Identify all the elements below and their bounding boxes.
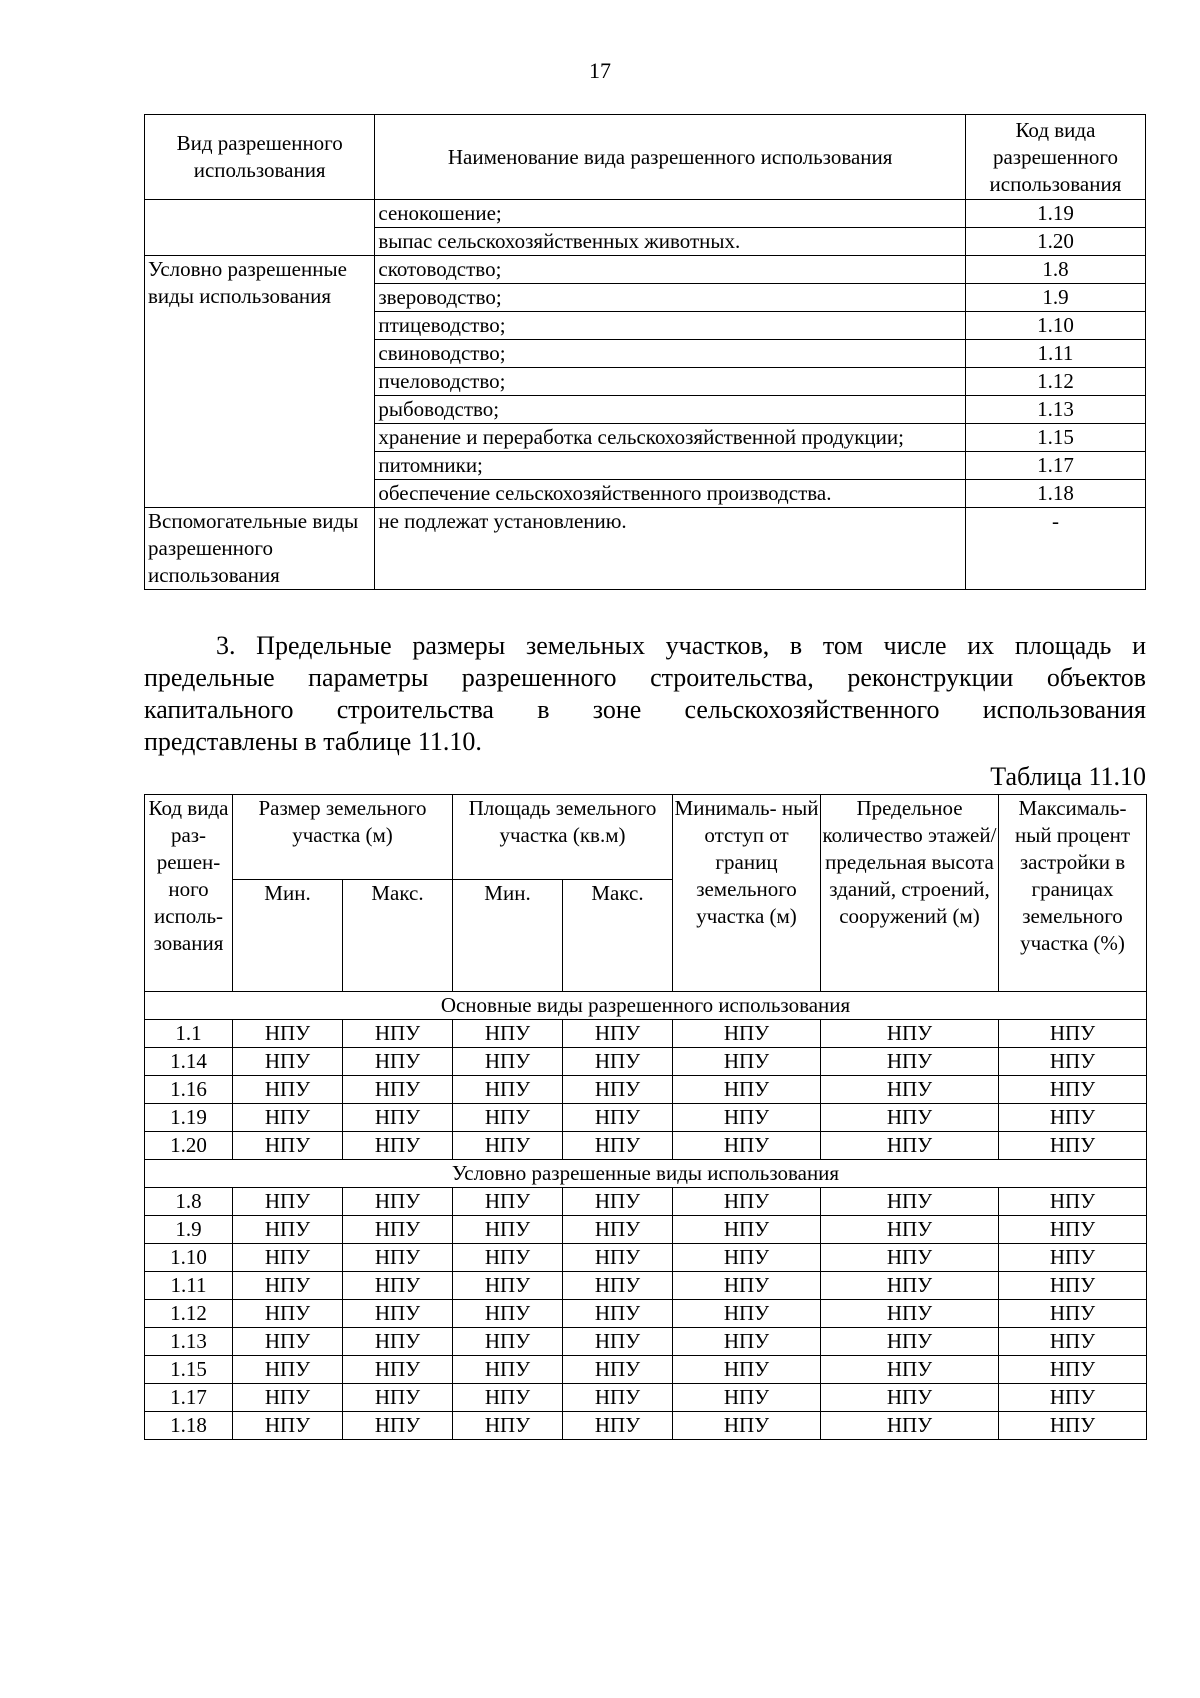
permitted-use-table bbox=[144, 114, 1146, 590]
header-size-min: Мин. bbox=[233, 880, 343, 992]
value-cell: НПУ bbox=[453, 1356, 563, 1384]
value-cell: НПУ bbox=[821, 1216, 999, 1244]
table-row bbox=[145, 1328, 1147, 1356]
value-cell: НПУ bbox=[563, 1132, 673, 1160]
header-size-max: Макс. bbox=[343, 880, 453, 992]
value-cell: НПУ bbox=[821, 1412, 999, 1440]
value-cell: НПУ bbox=[453, 1272, 563, 1300]
value-cell: НПУ bbox=[453, 1216, 563, 1244]
code-cell: 1.16 bbox=[145, 1076, 233, 1104]
value-cell: НПУ bbox=[343, 1384, 453, 1412]
code-cell: 1.15 bbox=[145, 1356, 233, 1384]
value-cell: НПУ bbox=[233, 1020, 343, 1048]
table-caption: Таблица 11.10 bbox=[990, 762, 1146, 791]
value-cell: НПУ bbox=[233, 1300, 343, 1328]
value-cell: НПУ bbox=[233, 1048, 343, 1076]
value-cell: НПУ bbox=[343, 1020, 453, 1048]
value-cell: НПУ bbox=[233, 1216, 343, 1244]
value-cell: НПУ bbox=[673, 1216, 821, 1244]
header-floors: Предельное количество этажей/ предельная высота зданий, строений, сооружений (м) bbox=[821, 795, 999, 992]
header-code: Код вида раз- решен- ного исполь- зования bbox=[145, 795, 233, 992]
value-cell: НПУ bbox=[563, 1244, 673, 1272]
value-cell: НПУ bbox=[999, 1356, 1147, 1384]
value-cell: НПУ bbox=[233, 1384, 343, 1412]
table-row bbox=[145, 1048, 1147, 1076]
use-name-cell: сенокошение; bbox=[375, 200, 966, 228]
value-cell: НПУ bbox=[563, 1384, 673, 1412]
value-cell: НПУ bbox=[999, 1384, 1147, 1412]
use-name-cell: пчеловодство; bbox=[375, 368, 966, 396]
code-cell: 1.19 bbox=[145, 1104, 233, 1132]
code-cell: 1.11 bbox=[145, 1272, 233, 1300]
use-name-cell: скотоводство; bbox=[375, 256, 966, 284]
value-cell: НПУ bbox=[233, 1076, 343, 1104]
use-code-cell: 1.13 bbox=[965, 396, 1145, 424]
value-cell: НПУ bbox=[673, 1020, 821, 1048]
value-cell: НПУ bbox=[563, 1216, 673, 1244]
value-cell: НПУ bbox=[233, 1132, 343, 1160]
header-area: Площадь земельного участка (кв.м) bbox=[453, 795, 673, 880]
value-cell: НПУ bbox=[999, 1328, 1147, 1356]
value-cell: НПУ bbox=[999, 1104, 1147, 1132]
use-name-cell: рыбоводство; bbox=[375, 396, 966, 424]
value-cell: НПУ bbox=[233, 1356, 343, 1384]
value-cell: НПУ bbox=[999, 1244, 1147, 1272]
table-row bbox=[145, 508, 1146, 590]
value-cell: НПУ bbox=[343, 1244, 453, 1272]
section-title: Условно разрешенные виды использования bbox=[145, 1160, 1147, 1188]
table-header-row bbox=[145, 795, 1147, 880]
paragraph-line: капитального строительства в зоне сельскохозяйственного использования bbox=[144, 695, 1146, 724]
value-cell: НПУ bbox=[343, 1076, 453, 1104]
value-cell: НПУ bbox=[821, 1384, 999, 1412]
value-cell: НПУ bbox=[821, 1020, 999, 1048]
paragraph-line: представлены в таблице 11.10. bbox=[144, 727, 482, 756]
value-cell: НПУ bbox=[453, 1384, 563, 1412]
use-type-cell bbox=[145, 200, 375, 256]
code-cell: 1.14 bbox=[145, 1048, 233, 1076]
value-cell: НПУ bbox=[563, 1188, 673, 1216]
code-cell: 1.10 bbox=[145, 1244, 233, 1272]
value-cell: НПУ bbox=[563, 1020, 673, 1048]
value-cell: НПУ bbox=[821, 1328, 999, 1356]
value-cell: НПУ bbox=[343, 1272, 453, 1300]
value-cell: НПУ bbox=[343, 1048, 453, 1076]
header-area-min: Мин. bbox=[453, 880, 563, 992]
value-cell: НПУ bbox=[821, 1356, 999, 1384]
parameters-table bbox=[144, 794, 1147, 1440]
table-row bbox=[145, 1188, 1147, 1216]
header-percent: Максималь- ный процент застройки в границах земельного участка (%) bbox=[999, 795, 1147, 992]
value-cell: НПУ bbox=[673, 1076, 821, 1104]
table-header-row bbox=[145, 115, 1146, 200]
table-row bbox=[145, 256, 1146, 284]
use-name-cell: обеспечение сельскохозяйственного производства. bbox=[375, 480, 966, 508]
section-row bbox=[145, 992, 1147, 1020]
value-cell: НПУ bbox=[673, 1300, 821, 1328]
table-row bbox=[145, 1104, 1147, 1132]
value-cell: НПУ bbox=[673, 1048, 821, 1076]
value-cell: НПУ bbox=[999, 1216, 1147, 1244]
value-cell: НПУ bbox=[563, 1076, 673, 1104]
use-code-cell: 1.11 bbox=[965, 340, 1145, 368]
value-cell: НПУ bbox=[453, 1328, 563, 1356]
value-cell: НПУ bbox=[233, 1104, 343, 1132]
page-number: 17 bbox=[589, 58, 611, 83]
value-cell: НПУ bbox=[821, 1104, 999, 1132]
value-cell: НПУ bbox=[563, 1272, 673, 1300]
value-cell: НПУ bbox=[343, 1104, 453, 1132]
code-cell: 1.20 bbox=[145, 1132, 233, 1160]
use-code-cell: 1.20 bbox=[965, 228, 1145, 256]
use-code-cell: 1.12 bbox=[965, 368, 1145, 396]
use-code-cell: 1.15 bbox=[965, 424, 1145, 452]
table-row bbox=[145, 1244, 1147, 1272]
value-cell: НПУ bbox=[673, 1104, 821, 1132]
value-cell: НПУ bbox=[563, 1412, 673, 1440]
use-name-cell: выпас сельскохозяйственных животных. bbox=[375, 228, 966, 256]
use-code-cell: - bbox=[965, 508, 1145, 590]
value-cell: НПУ bbox=[673, 1244, 821, 1272]
section-row bbox=[145, 1160, 1147, 1188]
section-title: Основные виды разрешенного использования bbox=[145, 992, 1147, 1020]
value-cell: НПУ bbox=[453, 1300, 563, 1328]
table-row bbox=[145, 200, 1146, 228]
value-cell: НПУ bbox=[821, 1300, 999, 1328]
value-cell: НПУ bbox=[453, 1244, 563, 1272]
value-cell: НПУ bbox=[343, 1328, 453, 1356]
value-cell: НПУ bbox=[453, 1188, 563, 1216]
value-cell: НПУ bbox=[343, 1300, 453, 1328]
value-cell: НПУ bbox=[563, 1356, 673, 1384]
code-cell: 1.17 bbox=[145, 1384, 233, 1412]
use-code-cell: 1.17 bbox=[965, 452, 1145, 480]
header-offset: Минималь- ный отступ от границ земельного участка (м) bbox=[673, 795, 821, 992]
header-size: Размер земельного участка (м) bbox=[233, 795, 453, 880]
table-row bbox=[145, 1216, 1147, 1244]
value-cell: НПУ bbox=[999, 1300, 1147, 1328]
value-cell: НПУ bbox=[821, 1048, 999, 1076]
value-cell: НПУ bbox=[343, 1188, 453, 1216]
value-cell: НПУ bbox=[999, 1272, 1147, 1300]
value-cell: НПУ bbox=[343, 1412, 453, 1440]
use-code-cell: 1.10 bbox=[965, 312, 1145, 340]
header-use-code: Код вида разрешенного использования bbox=[965, 115, 1145, 200]
value-cell: НПУ bbox=[563, 1048, 673, 1076]
value-cell: НПУ bbox=[999, 1188, 1147, 1216]
use-code-cell: 1.8 bbox=[965, 256, 1145, 284]
value-cell: НПУ bbox=[563, 1104, 673, 1132]
table-row bbox=[145, 1412, 1147, 1440]
table-row bbox=[145, 1384, 1147, 1412]
use-name-cell: не подлежат установлению. bbox=[375, 508, 966, 590]
use-code-cell: 1.18 bbox=[965, 480, 1145, 508]
use-code-cell: 1.19 bbox=[965, 200, 1145, 228]
code-cell: 1.8 bbox=[145, 1188, 233, 1216]
table-row bbox=[145, 1076, 1147, 1104]
code-cell: 1.12 bbox=[145, 1300, 233, 1328]
value-cell: НПУ bbox=[673, 1384, 821, 1412]
use-name-cell: птицеводство; bbox=[375, 312, 966, 340]
value-cell: НПУ bbox=[673, 1132, 821, 1160]
value-cell: НПУ bbox=[821, 1076, 999, 1104]
value-cell: НПУ bbox=[673, 1328, 821, 1356]
value-cell: НПУ bbox=[563, 1328, 673, 1356]
value-cell: НПУ bbox=[233, 1188, 343, 1216]
value-cell: НПУ bbox=[453, 1104, 563, 1132]
value-cell: НПУ bbox=[343, 1356, 453, 1384]
table-row bbox=[145, 1300, 1147, 1328]
header-use-name: Наименование вида разрешенного использования bbox=[375, 115, 966, 200]
use-type-cell: Вспомогательные виды разрешенного использования bbox=[145, 508, 375, 590]
paragraph-line: предельные параметры разрешенного строительства, реконструкции объектов bbox=[144, 663, 1146, 692]
value-cell: НПУ bbox=[821, 1188, 999, 1216]
value-cell: НПУ bbox=[673, 1412, 821, 1440]
value-cell: НПУ bbox=[821, 1272, 999, 1300]
use-code-cell: 1.9 bbox=[965, 284, 1145, 312]
table-row bbox=[145, 1020, 1147, 1048]
code-cell: 1.9 bbox=[145, 1216, 233, 1244]
value-cell: НПУ bbox=[673, 1356, 821, 1384]
value-cell: НПУ bbox=[673, 1272, 821, 1300]
value-cell: НПУ bbox=[453, 1048, 563, 1076]
value-cell: НПУ bbox=[343, 1132, 453, 1160]
use-name-cell: питомники; bbox=[375, 452, 966, 480]
paragraph bbox=[144, 630, 1146, 758]
use-name-cell: звероводство; bbox=[375, 284, 966, 312]
code-cell: 1.13 bbox=[145, 1328, 233, 1356]
value-cell: НПУ bbox=[343, 1216, 453, 1244]
header-use-type: Вид разрешенного использования bbox=[145, 115, 375, 200]
value-cell: НПУ bbox=[999, 1076, 1147, 1104]
value-cell: НПУ bbox=[453, 1412, 563, 1440]
use-name-cell: хранение и переработка сельскохозяйственной продукции; bbox=[375, 424, 966, 452]
paragraph-line: 3. Предельные размеры земельных участков, в том числе их площадь и bbox=[216, 631, 1146, 660]
value-cell: НПУ bbox=[999, 1412, 1147, 1440]
table-row bbox=[145, 1272, 1147, 1300]
value-cell: НПУ bbox=[233, 1328, 343, 1356]
header-area-max: Макс. bbox=[563, 880, 673, 992]
value-cell: НПУ bbox=[453, 1020, 563, 1048]
value-cell: НПУ bbox=[453, 1076, 563, 1104]
use-type-cell: Условно разрешенные виды использования bbox=[145, 256, 375, 508]
code-cell: 1.1 bbox=[145, 1020, 233, 1048]
code-cell: 1.18 bbox=[145, 1412, 233, 1440]
value-cell: НПУ bbox=[563, 1300, 673, 1328]
use-name-cell: свиноводство; bbox=[375, 340, 966, 368]
value-cell: НПУ bbox=[233, 1244, 343, 1272]
value-cell: НПУ bbox=[673, 1188, 821, 1216]
value-cell: НПУ bbox=[453, 1132, 563, 1160]
table-row bbox=[145, 1132, 1147, 1160]
value-cell: НПУ bbox=[999, 1020, 1147, 1048]
value-cell: НПУ bbox=[233, 1272, 343, 1300]
value-cell: НПУ bbox=[999, 1048, 1147, 1076]
value-cell: НПУ bbox=[233, 1412, 343, 1440]
value-cell: НПУ bbox=[999, 1132, 1147, 1160]
table-row bbox=[145, 1356, 1147, 1384]
value-cell: НПУ bbox=[821, 1244, 999, 1272]
value-cell: НПУ bbox=[821, 1132, 999, 1160]
